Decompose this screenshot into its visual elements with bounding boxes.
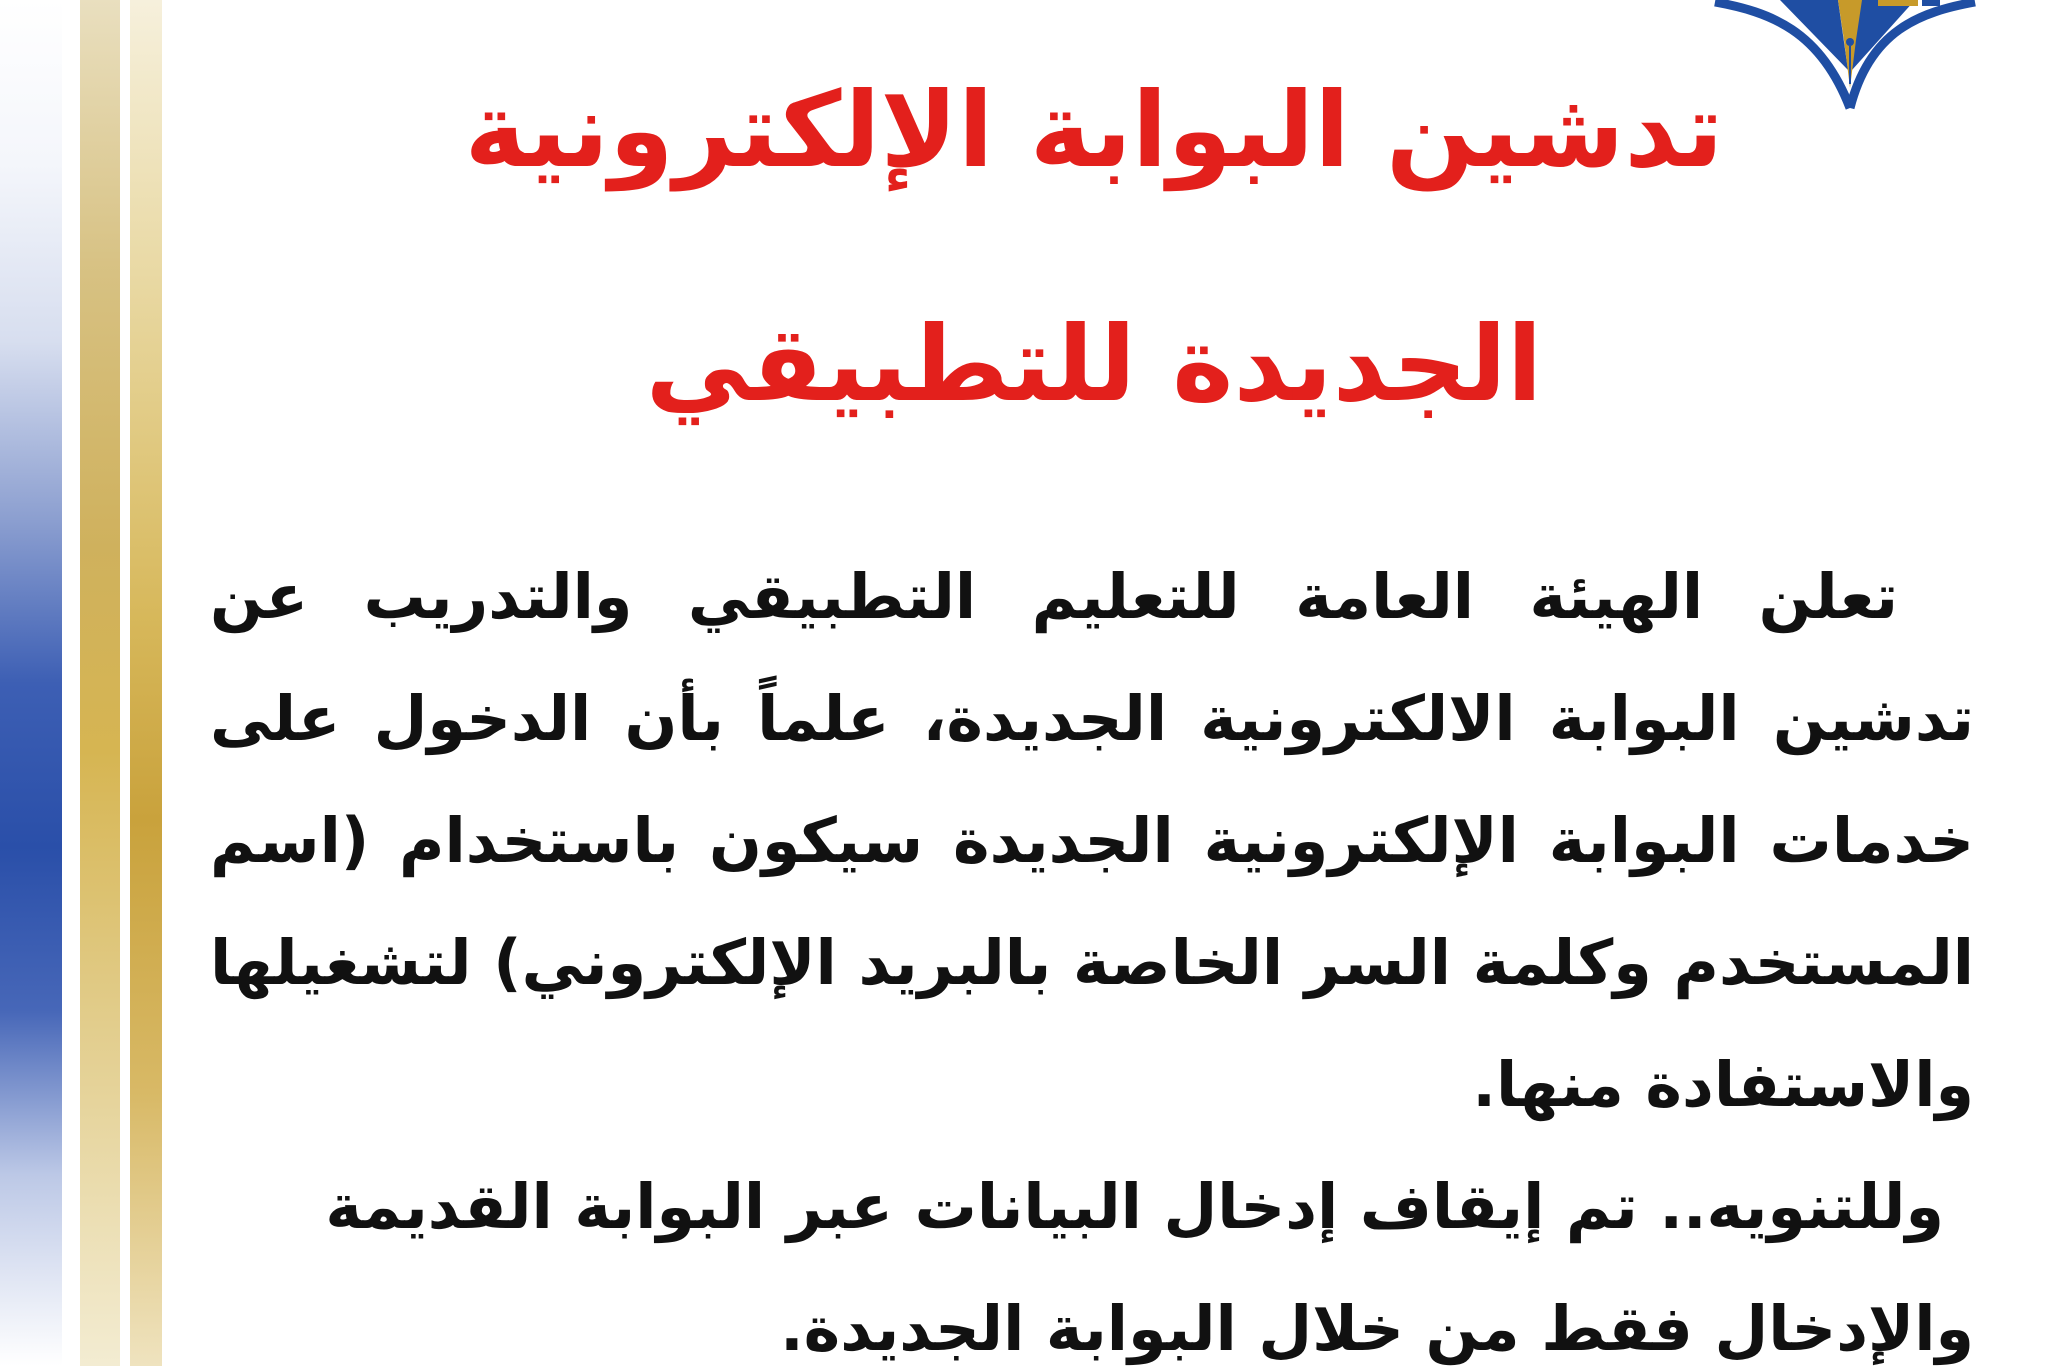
decorative-gold-stripe — [130, 0, 162, 1366]
decorative-gold-stripe — [80, 0, 120, 1366]
announcement-paragraph: تعلن الهيئة العامة للتعليم التطبيقي والتدريب عن تدشين البوابة الالكترونية الجديدة، علماً بأن الدخول على خدمات البوابة الإلكترونية الجديدة سيكون باستخدام (اسم المستخدم وكلمة السر الخاصة بالبريد الإلكتروني) لتشغيلها والاستفادة منها. — [210, 560, 1974, 1121]
decorative-stripe-gap — [62, 0, 80, 1366]
notice-line: وللتنويه.. تم إيقاف إدخال البيانات عبر البوابة القديمة — [325, 1170, 1944, 1243]
announcement-body — [210, 536, 1974, 1366]
notice-line: والإدخال فقط من خلال البوابة الجديدة. — [780, 1292, 1974, 1365]
decorative-stripe-gap — [120, 0, 130, 1366]
page-title-line-1: تدشين البوابة الإلكترونية — [464, 69, 1724, 191]
page-title-line-2: الجديدة للتطبيقي — [645, 303, 1543, 425]
decorative-blue-stripe — [0, 0, 62, 1366]
